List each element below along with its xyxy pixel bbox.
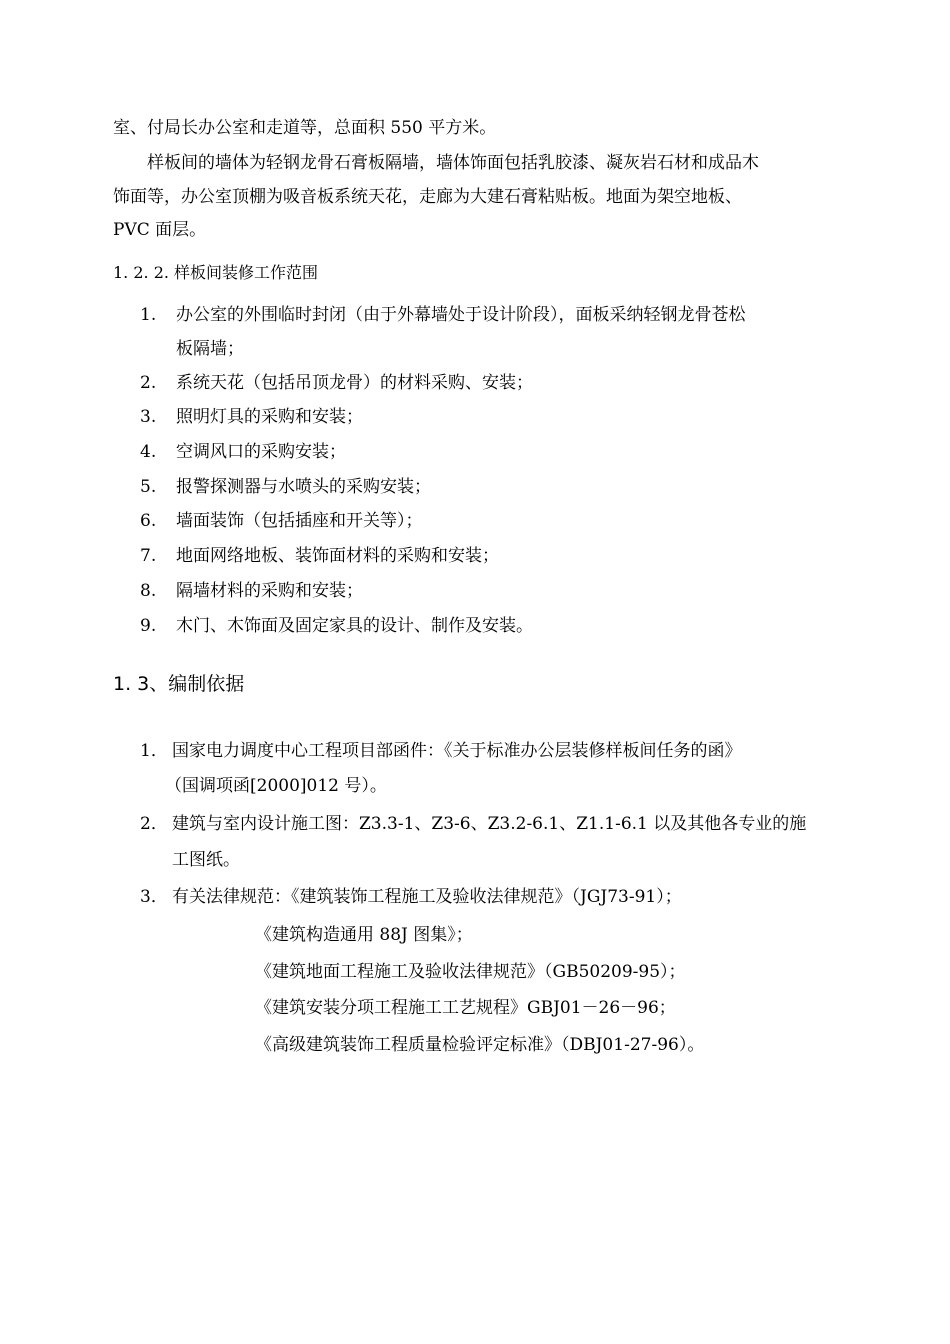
list-item-text-cont: 板隔墙； — [176, 339, 244, 359]
intro-line-1: 室、付局长办公室和走道等，总面积 550 平方米。 — [113, 118, 497, 138]
list-item-text: 办公室的外围临时封闭（由于外幕墙处于设计阶段），面板采纳轻钢龙骨苍松 — [176, 305, 746, 325]
list-item-number: 7. — [140, 546, 157, 566]
standard-item: 《建筑安装分项工程施工工艺规程》GBJ01－26－96； — [255, 998, 676, 1018]
standard-item: 《建筑构造通用 88J 图集》； — [255, 925, 473, 945]
list-item-number: 1. — [140, 305, 157, 325]
list-item-text-cont: （国调项函[2000]012 号）。 — [165, 776, 387, 796]
list-item-number: 3. — [140, 407, 157, 427]
list-item-text: 建筑与室内设计施工图：Z3.3-1、Z3-6、Z3.2-6.1、Z1.1-6.1 以及其他各专业的施 — [172, 814, 807, 834]
list-item-number: 4. — [140, 442, 157, 462]
list-item-text: 国家电力调度中心工程项目部函件：《关于标准办公层装修样板间任务的函》 — [172, 741, 742, 761]
list-item-number: 5. — [140, 477, 157, 497]
list-item-number: 3． — [140, 887, 168, 907]
list-item-text: 空调风口的采购安装； — [176, 442, 346, 462]
list-item-text: 墙面装饰（包括插座和开关等）； — [176, 511, 423, 531]
intro-para2-line-2: 饰面等，办公室顶棚为吸音板系统天花，走廊为大建石膏粘贴板。地面为架空地板、 — [113, 187, 742, 207]
list-item-text: 报警探测器与水喷头的采购安装； — [176, 477, 431, 497]
list-item-text: 系统天花（包括吊顶龙骨）的材料采购、安装； — [176, 373, 533, 393]
list-item-number: 8. — [140, 581, 157, 601]
standard-item: 《建筑地面工程施工及验收法律规范》（GB50209-95）； — [255, 962, 686, 982]
section-122-title: 1. 2. 2. 样板间装修工作范围 — [113, 263, 319, 282]
intro-para2-line-3: PVC 面层。 — [113, 220, 207, 240]
list-item-text-cont: 工图纸。 — [172, 850, 240, 870]
list-item-number: 2. — [140, 373, 157, 393]
list-item-number: 1． — [140, 741, 168, 761]
list-item-text: 隔墙材料的采购和安装； — [176, 581, 363, 601]
intro-para2-line-1: 样板间的墙体为轻钢龙骨石膏板隔墙，墙体饰面包括乳胶漆、凝灰岩石材和成品木 — [147, 153, 759, 173]
list-item-text: 地面网络地板、装饰面材料的采购和安装； — [176, 546, 499, 566]
list-item-text: 照明灯具的采购和安装； — [176, 407, 363, 427]
list-item-number: 9. — [140, 616, 157, 636]
standard-item: 《高级建筑装饰工程质量检验评定标准》（DBJ01-27-96）。 — [255, 1035, 705, 1055]
list-item-text: 木门、木饰面及固定家具的设计、制作及安装。 — [176, 616, 533, 636]
section-13-title: 1. 3、编制依据 — [113, 673, 245, 695]
list-item-text: 有关法律规范：《建筑装饰工程施工及验收法律规范》（JGJ73-91）； — [172, 887, 682, 907]
list-item-number: 6. — [140, 511, 157, 531]
list-item-number: 2． — [140, 814, 168, 834]
